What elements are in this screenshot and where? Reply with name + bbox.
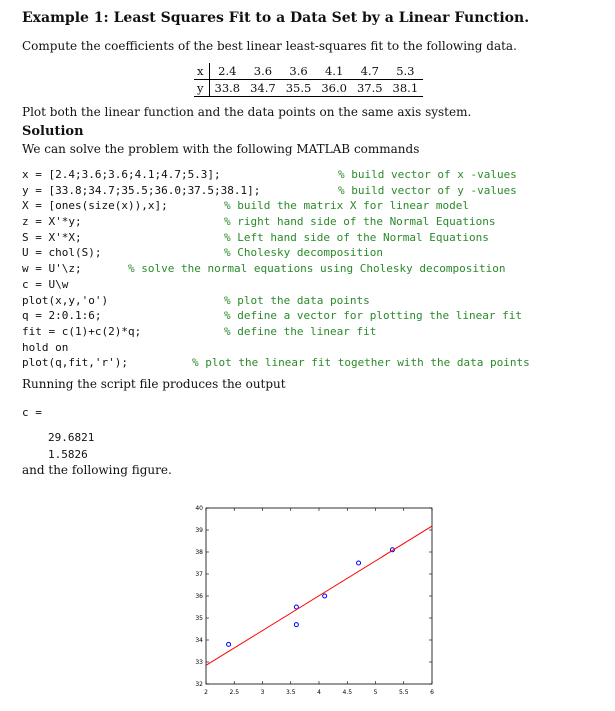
y-tick-label: 35 bbox=[195, 615, 203, 622]
code-statement: plot(q,fit,'r'); bbox=[22, 356, 128, 370]
x-row bbox=[194, 63, 423, 80]
y-cell: 35.5 bbox=[281, 80, 317, 97]
code-statement: plot(x,y,'o') bbox=[22, 293, 109, 307]
figure-container bbox=[186, 500, 446, 709]
code-statement: q = 2:0.1:6; bbox=[22, 309, 102, 323]
output-value: 29.6821 bbox=[48, 431, 95, 444]
code-comment: % right hand side of the Normal Equations bbox=[224, 215, 496, 229]
y-cell: 34.7 bbox=[245, 80, 281, 97]
y-tick-label: 34 bbox=[195, 637, 203, 644]
data-table bbox=[194, 63, 423, 97]
code-comment: % plot the data points bbox=[224, 293, 370, 307]
y-tick-label: 40 bbox=[195, 505, 203, 512]
code-statement: z = X'*y; bbox=[22, 215, 82, 229]
plot-instruction: Plot both the linear function and the data points on the same axis system. bbox=[22, 105, 472, 119]
code-statement: y = [33.8;34.7;35.5;36.0;37.5;38.1]; bbox=[22, 183, 261, 197]
code-comment: % build the matrix X for linear model bbox=[224, 199, 470, 213]
y-tick-label: 39 bbox=[195, 527, 203, 534]
solution-title: Solution bbox=[22, 124, 84, 139]
solution-text: We can solve the problem with the following MATLAB commands bbox=[22, 142, 420, 156]
code-statement: S = X'*X; bbox=[22, 230, 82, 244]
code-statement: x = [2.4;3.6;3.6;4.1;4.7;5.3]; bbox=[22, 168, 221, 181]
x-tick-label: 4.5 bbox=[342, 689, 353, 696]
x-tick-label: 2.5 bbox=[229, 689, 240, 696]
code-statement: U = chol(S); bbox=[22, 246, 102, 260]
y-cell: 33.8 bbox=[209, 80, 245, 97]
x-cell: 4.7 bbox=[352, 63, 388, 80]
code-comment: % build vector of y -values bbox=[338, 183, 517, 197]
y-cell: 38.1 bbox=[388, 80, 424, 97]
y-tick-label: 36 bbox=[195, 593, 203, 600]
x-cell: 2.4 bbox=[209, 63, 245, 80]
output-var: c = bbox=[22, 406, 42, 419]
x-cell: 3.6 bbox=[245, 63, 281, 80]
x-cell: 4.1 bbox=[316, 63, 352, 80]
x-cell: 5.3 bbox=[388, 63, 424, 80]
y-tick-label: 32 bbox=[195, 681, 203, 688]
code-comment: % Cholesky decomposition bbox=[224, 246, 383, 260]
output-value: 1.5826 bbox=[48, 448, 88, 461]
code-comment: % Left hand side of the Normal Equations bbox=[224, 230, 489, 244]
code-comment: % define a vector for plotting the linear fit bbox=[224, 309, 523, 323]
code-comment: % plot the linear fit together with the data points bbox=[192, 356, 530, 370]
code-statement: X = [ones(size(x)),x]; bbox=[22, 199, 168, 213]
y-row-label: y bbox=[194, 80, 209, 97]
code-comment: % solve the normal equations using Cholesky decomposition bbox=[128, 262, 506, 276]
y-tick-label: 33 bbox=[195, 659, 203, 666]
example-heading: Example 1: Least Squares Fit to a Data Set by a Linear Function. bbox=[22, 10, 530, 26]
x-tick-label: 3 bbox=[260, 689, 265, 696]
y-cell: 37.5 bbox=[352, 80, 388, 97]
code-statement: hold on bbox=[22, 340, 69, 354]
x-cell: 3.6 bbox=[281, 63, 317, 80]
x-tick-label: 6 bbox=[430, 689, 434, 696]
x-tick-label: 4 bbox=[317, 689, 321, 696]
intro-text: Compute the coefficients of the best linear least-squares fit to the following data. bbox=[22, 39, 517, 53]
x-tick-label: 3.5 bbox=[285, 689, 296, 696]
scatter-chart bbox=[186, 500, 446, 705]
x-row-label: x bbox=[194, 63, 209, 80]
y-tick-label: 37 bbox=[195, 571, 203, 578]
code-statement: w = U'\z; bbox=[22, 262, 82, 276]
x-tick-label: 5.5 bbox=[398, 689, 409, 696]
code-comment: % build vector of x -values bbox=[338, 168, 517, 181]
y-tick-label: 38 bbox=[195, 549, 203, 556]
matlab-output bbox=[22, 404, 94, 463]
code-comment: % define the linear fit bbox=[224, 324, 377, 338]
code-statement: c = U\w bbox=[22, 277, 69, 291]
figure-caption: and the following figure. bbox=[22, 463, 172, 477]
x-tick-label: 2 bbox=[204, 689, 208, 696]
y-row bbox=[194, 80, 423, 97]
code-statement: fit = c(1)+c(2)*q; bbox=[22, 324, 142, 338]
x-tick-label: 5 bbox=[373, 689, 378, 696]
y-cell: 36.0 bbox=[316, 80, 352, 97]
running-text: Running the script file produces the output bbox=[22, 377, 286, 391]
